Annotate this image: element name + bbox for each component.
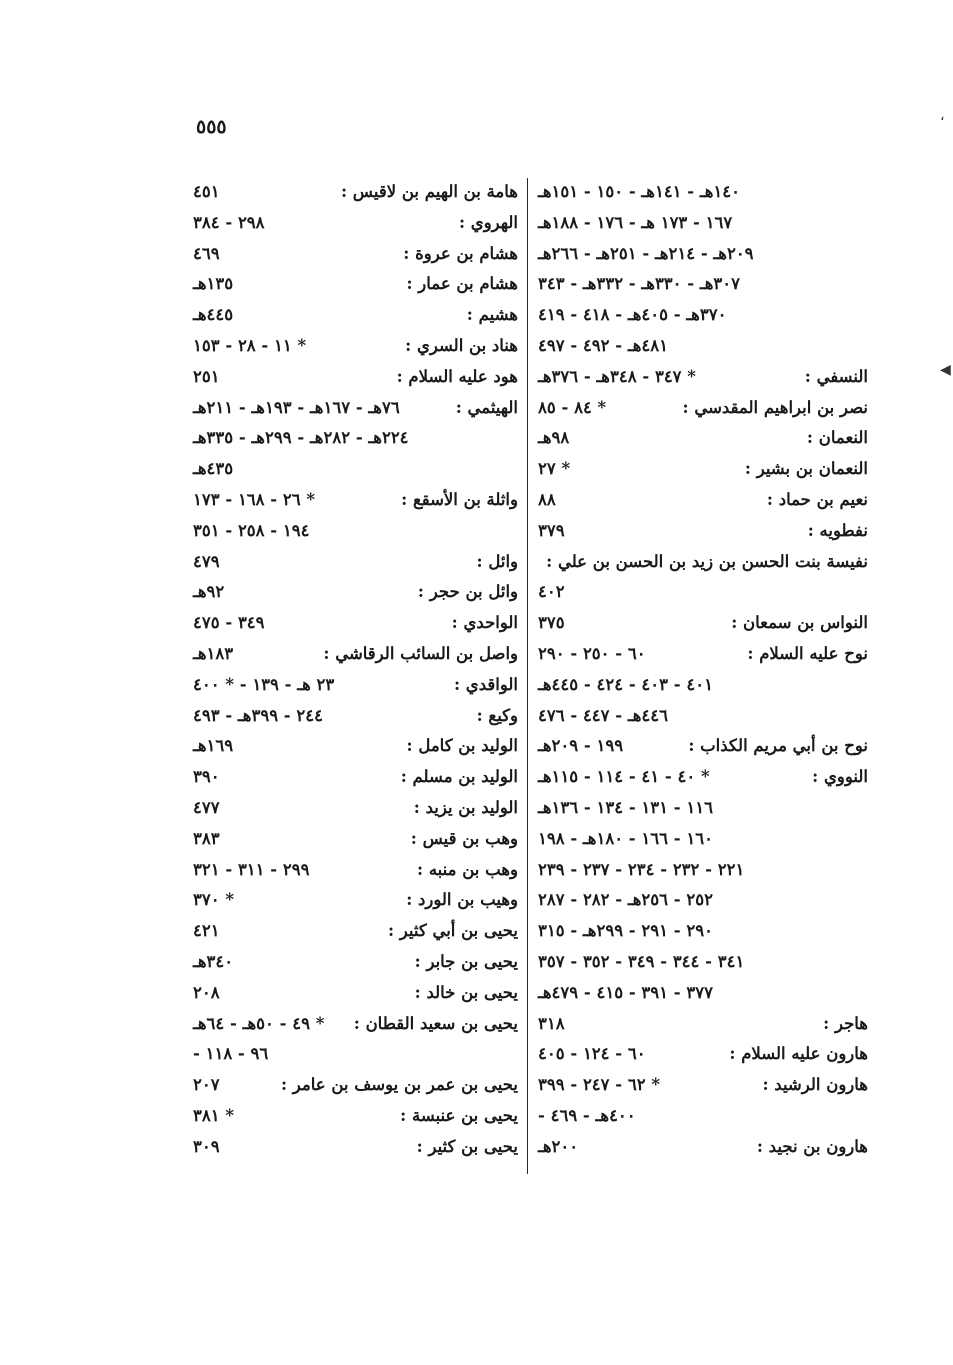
entry-pages: ٢٥٢ - ٢٥٦هـ - ٢٨٢ - ٢٨٧: [538, 890, 713, 910]
index-entry: [538, 393, 868, 423]
entry-name: هشام بن عمار :: [406, 274, 518, 294]
entry-name: النعمان بن بشير :: [744, 459, 868, 479]
entry-pages: ١١٦ - ١٣١ - ١٣٤ - ١٣٦هـ: [538, 798, 713, 817]
index-entry: [193, 547, 518, 577]
index-entry: [538, 701, 868, 731]
index-entry: [538, 762, 868, 792]
entry-name: النعمان :: [806, 428, 868, 448]
index-entry: [193, 177, 518, 207]
entry-name: يحيى بن أبي كثير :: [387, 921, 518, 941]
entry-pages: ١٦٩هـ: [193, 736, 234, 756]
index-entry: [193, 1070, 518, 1100]
index-entry: [538, 793, 868, 823]
index-entry: [193, 269, 518, 299]
entry-pages: ٣١٨: [538, 1013, 565, 1033]
index-entry: [538, 454, 868, 484]
margin-mark: ،: [940, 108, 945, 124]
entry-pages: ٩٢هـ: [193, 582, 225, 602]
index-entry: [193, 454, 518, 484]
index-entry: [193, 885, 518, 915]
entry-name: هارون بن نجيد :: [756, 1136, 868, 1156]
entry-pages: ٩٦ - ١١٨ -: [193, 1044, 269, 1064]
index-entry: [193, 670, 518, 700]
index-entry: [538, 177, 868, 207]
entry-pages: * ٦٢ - ٢٤٧ - ٣٩٩: [538, 1075, 660, 1095]
entry-pages: * ٣٧٠: [193, 890, 234, 910]
entry-pages: ٢٢١ - ٢٣٢ - ٢٣٤ - ٢٣٧ - ٢٣٩: [538, 859, 745, 879]
index-entry: [538, 547, 868, 577]
index-entry: [538, 916, 868, 946]
entry-pages: * ٣٤٧ - ٣٤٨هـ - ٣٧٦هـ: [538, 366, 696, 386]
entry-pages: ١٨٣هـ: [193, 644, 234, 663]
entry-name: وهيب بن الورد :: [406, 890, 518, 910]
index-entry: [193, 208, 518, 238]
entry-pages: ١٤٠هـ - ١٤١هـ - ١٥٠ - ١٥١هـ: [538, 182, 741, 201]
entry-name: يحيى بن عنبسة :: [400, 1106, 518, 1125]
index-entry: [193, 300, 518, 330]
index-entry: [538, 423, 868, 453]
index-entry: [538, 1132, 868, 1162]
entry-pages: ٢٠٩هـ - ٢١٤هـ - ٢٥١هـ - ٢٦٦هـ: [538, 243, 754, 263]
entry-name: نفيسة بنت الحسن بن زيد بن الحسن بن علي :: [546, 551, 868, 571]
entry-pages: ٣٤١ - ٣٤٤ - ٣٤٩ - ٣٥٢ - ٣٥٧: [538, 952, 745, 971]
entry-pages: ٤٠١ - ٤٠٣ - ٤٢٤ - ٤٤٥هـ: [538, 674, 713, 694]
index-entry: [538, 1101, 868, 1131]
index-entry: [538, 670, 868, 700]
index-entry: [193, 1101, 518, 1131]
index-entry: [538, 300, 868, 330]
entry-pages: ١٦٠ - ١٦٦ - ١٨٠هـ - ١٩٨: [538, 828, 713, 848]
entry-pages: ٢٠٧: [193, 1075, 220, 1095]
index-entry: [193, 1039, 518, 1069]
index-entry: [538, 331, 868, 361]
entry-pages: ٢٣ هـ - ١٣٩ - * ٤٠٠: [193, 674, 335, 694]
entry-name: هناد بن السري :: [405, 336, 518, 355]
entry-name: نصر بن ابراهيم المقدسي :: [682, 397, 868, 417]
entry-pages: ٢٩٠ - ٢٩١ - ٢٩٩هـ - ٣١٥: [538, 921, 713, 941]
entry-name: الوليد بن يزيد :: [413, 798, 518, 817]
entry-name: الوليد بن كامل :: [406, 736, 518, 756]
margin-mark: ◀: [940, 362, 951, 378]
index-entry: [538, 1009, 868, 1039]
entry-name: الوليد بن مسلم :: [400, 767, 518, 787]
entry-pages: ٨٨: [538, 490, 556, 509]
entry-pages: ٤٢١: [193, 921, 220, 941]
entry-pages: * ٢٦ - ١٦٨ - ١٧٣: [193, 490, 315, 509]
entry-name: النسفي :: [804, 366, 868, 386]
index-entry: [193, 362, 518, 392]
index-entry: [538, 608, 868, 638]
entry-pages: * ٨٤ - ٨٥: [538, 397, 607, 417]
entry-name: وائل :: [476, 551, 518, 571]
index-entry: [193, 516, 518, 546]
entry-pages: ٧٦هـ - ١٦٧هـ - ١٩٣هـ - ٢١١هـ: [193, 397, 400, 417]
index-entry: [538, 855, 868, 885]
entry-name: هاجر :: [823, 1013, 868, 1033]
entry-pages: ١٣٥هـ: [193, 274, 234, 294]
entry-pages: ٤٨١هـ - ٤٩٢ - ٤٩٧: [538, 336, 668, 355]
entry-pages: ٣٠٧هـ - ٣٣٠هـ - ٣٣٢هـ - ٣٤٣: [538, 274, 740, 294]
index-entry: [193, 855, 518, 885]
index-entry: [193, 393, 518, 423]
entry-name: الواحدي :: [451, 613, 518, 633]
entry-name: واصل بن السائب الرقاشي :: [323, 644, 518, 663]
index-entry: [193, 423, 518, 453]
entry-pages: ٢٠٨: [193, 982, 220, 1002]
entry-pages: * ٤٠ - ٤١ - ١١٤ - ١١٥هـ: [538, 767, 710, 787]
entry-pages: ٢٩٨ - ٣٨٤: [193, 212, 265, 232]
entry-pages: ٢٠٠هـ: [538, 1136, 579, 1156]
entry-pages: ٣٤٠هـ: [193, 952, 234, 971]
entry-name: هامة بن الهيم بن لاقيس :: [340, 182, 518, 201]
index-entry: [193, 577, 518, 607]
index-entry: [193, 1132, 518, 1162]
entry-pages: ٤٠٠هـ - ٤٦٩ -: [538, 1106, 636, 1125]
index-entry: [538, 239, 868, 269]
index-entry: [538, 731, 868, 761]
entry-name: نعيم بن حماد :: [766, 490, 868, 509]
entry-name: الهروي :: [458, 212, 518, 232]
entry-name: يحيى بن جابر :: [414, 952, 518, 971]
index-entry: [193, 608, 518, 638]
entry-pages: * ٢٧: [538, 459, 571, 479]
index-entry: [193, 824, 518, 854]
index-entry: [538, 516, 868, 546]
entry-name: يحيى بن عمر بن يوسف بن عامر :: [280, 1075, 518, 1095]
index-entry: [538, 485, 868, 515]
entry-pages: ٦٠ - ٢٥٠ - ٢٩٠: [538, 644, 646, 663]
entry-pages: ٤٥١: [193, 182, 220, 201]
entry-pages: ٢٢٤هـ - ٢٨٢هـ - ٢٩٩هـ - ٣٣٥هـ: [193, 428, 409, 448]
index-entry: [193, 331, 518, 361]
entry-pages: ٤٣٥هـ: [193, 459, 234, 479]
entry-name: وهب بن قيس :: [410, 828, 518, 848]
entry-pages: ١٩٩ - ٢٠٩هـ: [538, 736, 624, 756]
entry-name: هارون عليه السلام :: [729, 1044, 868, 1064]
entry-pages: ٢٥١: [193, 366, 220, 386]
page-number: ٥٥٥: [196, 116, 227, 138]
entry-name: يحيى بن سعيد القطان :: [353, 1013, 518, 1033]
index-entry: [538, 208, 868, 238]
entry-name: وكيع :: [476, 705, 518, 725]
index-entry: [538, 1070, 868, 1100]
index-entry: [193, 485, 518, 515]
index-entry: [538, 1039, 868, 1069]
entry-pages: ٢٤٤ - ٣٩٩هـ - ٤٩٣: [193, 705, 323, 725]
entry-name: هشام بن عروة :: [403, 243, 518, 263]
entry-name: هشيم :: [466, 305, 518, 325]
index-entry: [538, 362, 868, 392]
entry-pages: ٣٠٩: [193, 1136, 220, 1156]
entry-pages: ٣٤٩ - ٤٧٥: [193, 613, 265, 633]
entry-pages: ٣٧٩: [538, 520, 565, 540]
entry-pages: ٤٧٧: [193, 798, 220, 817]
entry-pages: ٣٧٠هـ - ٤٠٥هـ - ٤١٨ - ٤١٩: [538, 305, 727, 325]
index-entry: [193, 731, 518, 761]
entry-pages: * ٤٩ - ٥٠هـ - ٦٤هـ: [193, 1013, 325, 1033]
entry-pages: ٤٠٢: [538, 582, 565, 602]
entry-pages: ٢٩٩ - ٣١١ - ٣٢١: [193, 859, 310, 879]
index-entry: [193, 978, 518, 1008]
entry-pages: ٦٠ - ١٢٤ - ٤٠٥: [538, 1044, 646, 1064]
entry-pages: ٤٦٩: [193, 243, 220, 263]
entry-name: هارون الرشيد :: [762, 1075, 868, 1095]
entry-name: واثلة بن الأسقع :: [401, 490, 518, 509]
entry-pages: ٣٨٣: [193, 828, 220, 848]
entry-name: هود عليه السلام :: [396, 366, 518, 386]
column-divider: [527, 178, 528, 1174]
entry-pages: ١٩٤ - ٢٥٨ - ٣٥١: [193, 520, 310, 540]
entry-pages: * ١١ - ٢٨ - ١٥٣: [193, 336, 307, 355]
entry-name: نفطويه :: [807, 520, 868, 540]
entry-name: نوح عليه السلام :: [747, 644, 868, 663]
entry-pages: ٤٤٥هـ: [193, 305, 234, 325]
index-entry: [538, 577, 868, 607]
entry-name: النووي :: [812, 767, 868, 787]
entry-pages: * ٣٨١: [193, 1106, 234, 1125]
index-entry: [193, 1009, 518, 1039]
index-entry: [538, 885, 868, 915]
entry-name: وهب بن منبه :: [417, 859, 518, 879]
index-entry: [193, 916, 518, 946]
index-entry: [538, 824, 868, 854]
index-entry: [538, 269, 868, 299]
index-entry: [193, 639, 518, 669]
entry-pages: ٣٩٠: [193, 767, 220, 787]
index-entry: [538, 947, 868, 977]
entry-pages: ٤٧٩: [193, 551, 220, 571]
index-entry: [193, 947, 518, 977]
index-entry: [193, 239, 518, 269]
index-entry: [538, 978, 868, 1008]
index-entry: [193, 762, 518, 792]
entry-name: وائل بن حجر :: [417, 582, 518, 602]
index-entry: [193, 701, 518, 731]
entry-name: الهيثمي :: [455, 397, 518, 417]
entry-name: يحيى بن كثير :: [416, 1136, 518, 1156]
entry-pages: ٣٧٧ - ٣٩١ - ٤١٥ - ٤٧٩هـ: [538, 982, 713, 1002]
entry-name: نوح بن أبي مريم الكذاب :: [688, 736, 868, 756]
index-entry: [193, 793, 518, 823]
entry-name: يحيى بن خالد :: [414, 982, 518, 1002]
index-entry: [538, 639, 868, 669]
entry-pages: ٩٨هـ: [538, 428, 570, 448]
entry-pages: ٣٧٥: [538, 613, 565, 633]
entry-pages: ١٦٧ - ١٧٣ هـ - ١٧٦ - ١٨٨هـ: [538, 212, 733, 232]
entry-name: الواقدي :: [453, 674, 518, 694]
entry-name: النواس بن سمعان :: [731, 613, 868, 633]
entry-pages: ٤٤٦هـ - ٤٤٧ - ٤٧٦: [538, 705, 668, 725]
